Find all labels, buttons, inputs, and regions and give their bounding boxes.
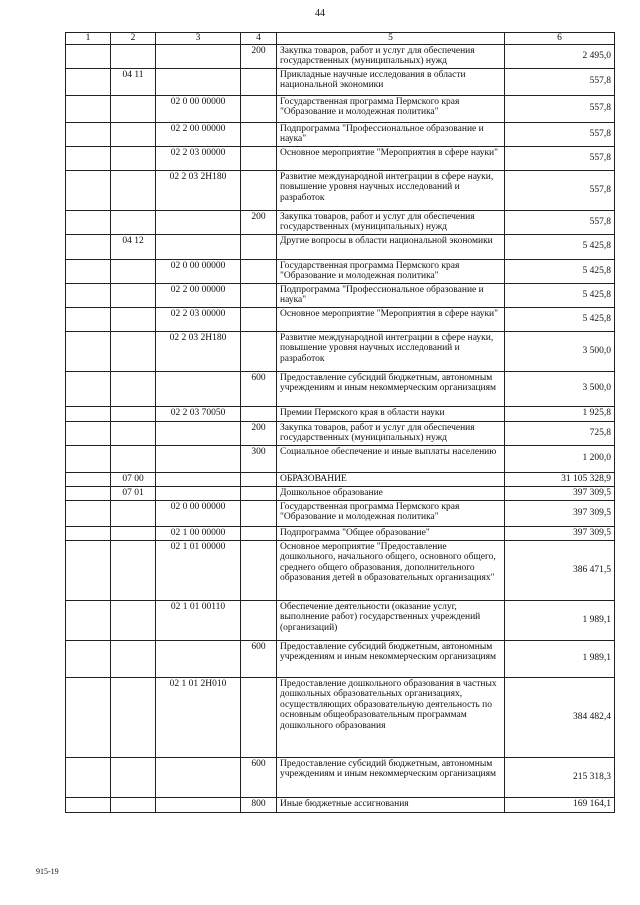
cell-c2 — [111, 44, 156, 68]
cell-c2 — [111, 210, 156, 234]
cell-c5: Иные бюджетные ассигнования — [277, 797, 505, 812]
cell-c4 — [241, 146, 277, 170]
cell-c4 — [241, 486, 277, 500]
cell-c6: 215 318,3 — [505, 757, 615, 797]
cell-c2 — [111, 600, 156, 640]
cell-c6: 1 925,8 — [505, 406, 615, 421]
table-row — [66, 640, 615, 677]
cell-c4 — [241, 68, 277, 95]
cell-c5: Государственная программа Пермского края "Образование и молодежная политика" — [277, 259, 505, 283]
cell-c6: 3 500,0 — [505, 371, 615, 406]
table-row — [66, 234, 615, 259]
cell-c1 — [66, 600, 111, 640]
cell-c4 — [241, 677, 277, 757]
cell-c4: 600 — [241, 371, 277, 406]
cell-c2 — [111, 283, 156, 307]
cell-c4 — [241, 406, 277, 421]
cell-c6: 557,8 — [505, 210, 615, 234]
cell-c5: Другие вопросы в области национальной экономики — [277, 234, 505, 259]
cell-c6: 397 309,5 — [505, 526, 615, 540]
cell-c1 — [66, 540, 111, 600]
cell-c5: Социальное обеспечение и иные выплаты населению — [277, 445, 505, 472]
cell-c5: Закупка товаров, работ и услуг для обеспечения государственных (муниципальных) нужд — [277, 210, 505, 234]
table-row — [66, 600, 615, 640]
table-row — [66, 500, 615, 526]
cell-c3 — [156, 640, 241, 677]
cell-c2: 04 11 — [111, 68, 156, 95]
cell-c3: 02 1 01 00110 — [156, 600, 241, 640]
cell-c6: 5 425,8 — [505, 307, 615, 331]
cell-c5: Закупка товаров, работ и услуг для обеспечения государственных (муниципальных) нужд — [277, 421, 505, 445]
cell-c6: 386 471,5 — [505, 540, 615, 600]
cell-c4: 200 — [241, 421, 277, 445]
cell-c1 — [66, 259, 111, 283]
cell-c2: 07 00 — [111, 472, 156, 486]
cell-c5: Обеспечение деятельности (оказание услуг, выполнение работ) государственных учреждений (организаций) — [277, 600, 505, 640]
cell-c4: 600 — [241, 640, 277, 677]
cell-c5: Предоставление субсидий бюджетным, автономным учреждениям и иным некоммерческим организациям — [277, 640, 505, 677]
cell-c4: 600 — [241, 757, 277, 797]
cell-c6: 1 989,1 — [505, 640, 615, 677]
cell-c2 — [111, 371, 156, 406]
cell-c5: Государственная программа Пермского края "Образование и молодежная политика" — [277, 95, 505, 122]
cell-c2: 07 01 — [111, 486, 156, 500]
cell-c3: 02 2 03 00000 — [156, 146, 241, 170]
cell-c1 — [66, 640, 111, 677]
table-row — [66, 44, 615, 68]
cell-c1 — [66, 797, 111, 812]
cell-c2 — [111, 331, 156, 371]
cell-c4 — [241, 170, 277, 210]
footer-code: 915-19 — [36, 867, 59, 876]
cell-c3: 02 0 00 00000 — [156, 259, 241, 283]
table-row — [66, 283, 615, 307]
cell-c5: Подпрограмма "Профессиональное образование и наука" — [277, 122, 505, 146]
cell-c6: 1 200,0 — [505, 445, 615, 472]
cell-c3 — [156, 68, 241, 95]
cell-c4 — [241, 234, 277, 259]
table-row — [66, 421, 615, 445]
cell-c6: 557,8 — [505, 68, 615, 95]
table-row — [66, 210, 615, 234]
cell-c1 — [66, 472, 111, 486]
cell-c3 — [156, 797, 241, 812]
cell-c6: 557,8 — [505, 170, 615, 210]
table-row — [66, 486, 615, 500]
cell-c3: 02 2 00 00000 — [156, 283, 241, 307]
cell-c4 — [241, 95, 277, 122]
cell-c3: 02 2 03 00000 — [156, 307, 241, 331]
table-row — [66, 540, 615, 600]
cell-c3: 02 2 03 2Н180 — [156, 170, 241, 210]
cell-c3 — [156, 371, 241, 406]
cell-c3 — [156, 486, 241, 500]
cell-c3 — [156, 234, 241, 259]
cell-c3: 02 0 00 00000 — [156, 95, 241, 122]
cell-c6: 397 309,5 — [505, 500, 615, 526]
header-cell: 1 — [66, 33, 111, 45]
table-row — [66, 122, 615, 146]
cell-c2 — [111, 526, 156, 540]
table-row — [66, 677, 615, 757]
cell-c5: Прикладные научные исследования в области национальной экономики — [277, 68, 505, 95]
cell-c1 — [66, 757, 111, 797]
cell-c3: 02 0 00 00000 — [156, 500, 241, 526]
table-row — [66, 757, 615, 797]
table-row — [66, 472, 615, 486]
page-number: 44 — [315, 8, 325, 19]
cell-c3 — [156, 44, 241, 68]
cell-c2 — [111, 146, 156, 170]
cell-c4 — [241, 259, 277, 283]
cell-c5: Развитие международной интеграции в сфере науки, повышение уровня научных исследований и разработок — [277, 331, 505, 371]
cell-c6: 1 989,1 — [505, 600, 615, 640]
cell-c3 — [156, 757, 241, 797]
cell-c5: Предоставление дошкольного образования в частных дошкольных образовательных организациях, осуществляющих образовательную деятельность по основным общеобразовательным программам дошкольного образования — [277, 677, 505, 757]
budget-table — [65, 32, 615, 813]
table-row — [66, 146, 615, 170]
cell-c1 — [66, 68, 111, 95]
cell-c3 — [156, 210, 241, 234]
table-row — [66, 331, 615, 371]
header-cell: 4 — [241, 33, 277, 45]
cell-c2: 04 12 — [111, 234, 156, 259]
header-row — [66, 33, 615, 45]
cell-c4 — [241, 526, 277, 540]
cell-c4: 300 — [241, 445, 277, 472]
cell-c1 — [66, 170, 111, 210]
cell-c2 — [111, 95, 156, 122]
cell-c3 — [156, 445, 241, 472]
header-cell: 5 — [277, 33, 505, 45]
cell-c3: 02 2 03 2Н180 — [156, 331, 241, 371]
cell-c2 — [111, 500, 156, 526]
cell-c2 — [111, 677, 156, 757]
header-cell: 3 — [156, 33, 241, 45]
table-row — [66, 170, 615, 210]
cell-c5: Основное мероприятие "Мероприятия в сфере науки" — [277, 307, 505, 331]
cell-c6: 5 425,8 — [505, 283, 615, 307]
table-row — [66, 95, 615, 122]
cell-c2 — [111, 445, 156, 472]
table-row — [66, 797, 615, 812]
cell-c5: Подпрограмма "Профессиональное образование и наука" — [277, 283, 505, 307]
cell-c2 — [111, 640, 156, 677]
cell-c5: Закупка товаров, работ и услуг для обеспечения государственных (муниципальных) нужд — [277, 44, 505, 68]
cell-c4 — [241, 283, 277, 307]
cell-c1 — [66, 95, 111, 122]
cell-c1 — [66, 421, 111, 445]
cell-c5: Дошкольное образование — [277, 486, 505, 500]
cell-c1 — [66, 371, 111, 406]
cell-c2 — [111, 797, 156, 812]
cell-c3 — [156, 472, 241, 486]
cell-c6: 3 500,0 — [505, 331, 615, 371]
cell-c1 — [66, 406, 111, 421]
cell-c5: Премии Пермского края в области науки — [277, 406, 505, 421]
table-row — [66, 68, 615, 95]
cell-c3: 02 1 00 00000 — [156, 526, 241, 540]
cell-c6: 169 164,1 — [505, 797, 615, 812]
header-cell: 6 — [505, 33, 615, 45]
cell-c5: Предоставление субсидий бюджетным, автономным учреждениям и иным некоммерческим организациям — [277, 371, 505, 406]
cell-c2 — [111, 421, 156, 445]
cell-c5: ОБРАЗОВАНИЕ — [277, 472, 505, 486]
cell-c1 — [66, 677, 111, 757]
table-row — [66, 259, 615, 283]
cell-c3: 02 2 00 00000 — [156, 122, 241, 146]
cell-c6: 5 425,8 — [505, 259, 615, 283]
cell-c4 — [241, 540, 277, 600]
cell-c4: 800 — [241, 797, 277, 812]
cell-c2 — [111, 307, 156, 331]
cell-c6: 557,8 — [505, 95, 615, 122]
cell-c4 — [241, 307, 277, 331]
cell-c4 — [241, 122, 277, 146]
cell-c6: 384 482,4 — [505, 677, 615, 757]
cell-c1 — [66, 122, 111, 146]
cell-c6: 725,8 — [505, 421, 615, 445]
cell-c1 — [66, 307, 111, 331]
cell-c1 — [66, 146, 111, 170]
cell-c3 — [156, 421, 241, 445]
cell-c6: 557,8 — [505, 146, 615, 170]
table-row — [66, 307, 615, 331]
cell-c4 — [241, 600, 277, 640]
cell-c5: Подпрограмма "Общее образование" — [277, 526, 505, 540]
cell-c4 — [241, 472, 277, 486]
cell-c2 — [111, 170, 156, 210]
cell-c6: 397 309,5 — [505, 486, 615, 500]
cell-c5: Основное мероприятие "Предоставление дошкольного, начального общего, основного общего, среднего общего образования, дополнительного образования детей в образовательных организациях" — [277, 540, 505, 600]
header-cell: 2 — [111, 33, 156, 45]
cell-c4 — [241, 331, 277, 371]
cell-c1 — [66, 445, 111, 472]
cell-c5: Предоставление субсидий бюджетным, автономным учреждениям и иным некоммерческим организациям — [277, 757, 505, 797]
cell-c2 — [111, 259, 156, 283]
cell-c2 — [111, 540, 156, 600]
cell-c2 — [111, 757, 156, 797]
table-row — [66, 406, 615, 421]
cell-c4: 200 — [241, 210, 277, 234]
cell-c1 — [66, 331, 111, 371]
cell-c1 — [66, 283, 111, 307]
cell-c1 — [66, 486, 111, 500]
cell-c6: 5 425,8 — [505, 234, 615, 259]
cell-c1 — [66, 500, 111, 526]
cell-c2 — [111, 406, 156, 421]
table-row — [66, 526, 615, 540]
cell-c4 — [241, 500, 277, 526]
cell-c6: 31 105 328,9 — [505, 472, 615, 486]
cell-c5: Государственная программа Пермского края "Образование и молодежная политика" — [277, 500, 505, 526]
table-row — [66, 371, 615, 406]
cell-c6: 2 495,0 — [505, 44, 615, 68]
cell-c1 — [66, 234, 111, 259]
cell-c4: 200 — [241, 44, 277, 68]
table-row — [66, 445, 615, 472]
cell-c3: 02 1 01 2Н010 — [156, 677, 241, 757]
cell-c3: 02 1 01 00000 — [156, 540, 241, 600]
cell-c5: Развитие международной интеграции в сфере науки, повышение уровня научных исследований и разработок — [277, 170, 505, 210]
cell-c2 — [111, 122, 156, 146]
cell-c1 — [66, 210, 111, 234]
cell-c3: 02 2 03 70050 — [156, 406, 241, 421]
cell-c1 — [66, 44, 111, 68]
cell-c5: Основное мероприятие "Мероприятия в сфере науки" — [277, 146, 505, 170]
cell-c1 — [66, 526, 111, 540]
cell-c6: 557,8 — [505, 122, 615, 146]
